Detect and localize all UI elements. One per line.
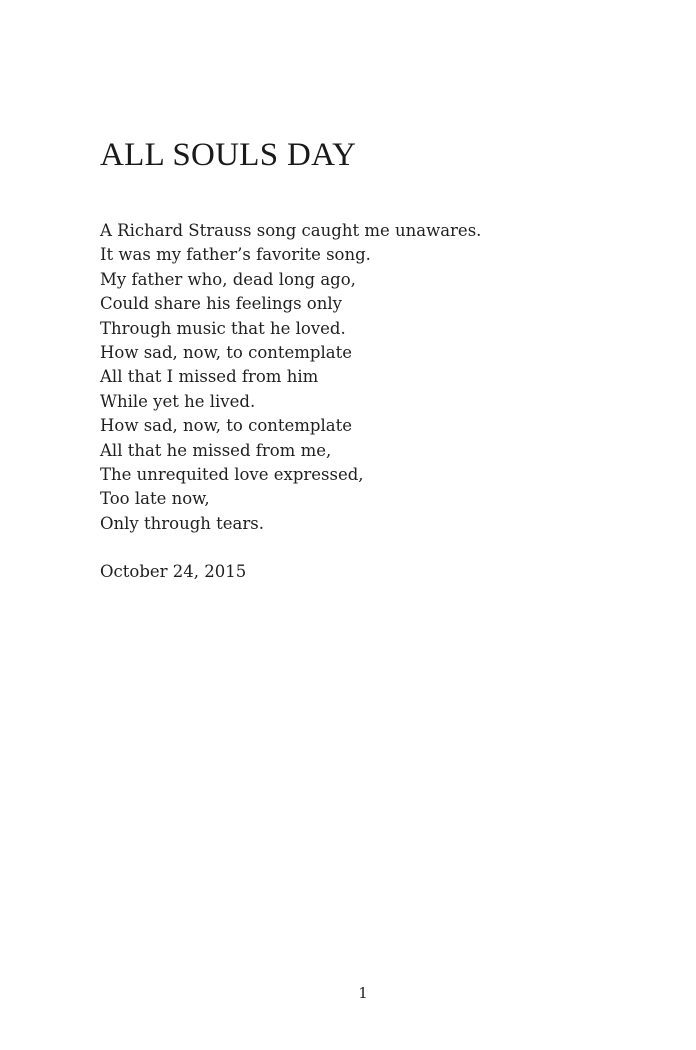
poem-line: All that I missed from him	[100, 367, 319, 387]
poem-title: ALL SOULS DAY	[100, 137, 357, 173]
poem-line: All that he missed from me,	[100, 440, 332, 460]
poem-line: A Richard Strauss song caught me unawares.	[100, 221, 482, 240]
page-number: 1	[358, 984, 368, 1002]
poem-line: My father who, dead long ago,	[100, 269, 356, 289]
poem-line: Too late now,	[100, 489, 210, 509]
poem-date: October 24, 2015	[100, 562, 247, 581]
poem-line: The unrequited love expressed,	[100, 465, 364, 485]
poem-line: Could share his feelings only	[100, 294, 342, 314]
poem-line: How sad, now, to contemplate	[100, 416, 352, 436]
poem-body	[100, 219, 481, 536]
poem-line: How sad, now, to contemplate	[100, 343, 352, 363]
poem-line: While yet he lived.	[100, 391, 256, 411]
poem-line: It was my father’s favorite song.	[100, 245, 371, 265]
poem-line: Through music that he loved.	[100, 318, 346, 338]
poem-line: Only through tears.	[100, 513, 264, 533]
